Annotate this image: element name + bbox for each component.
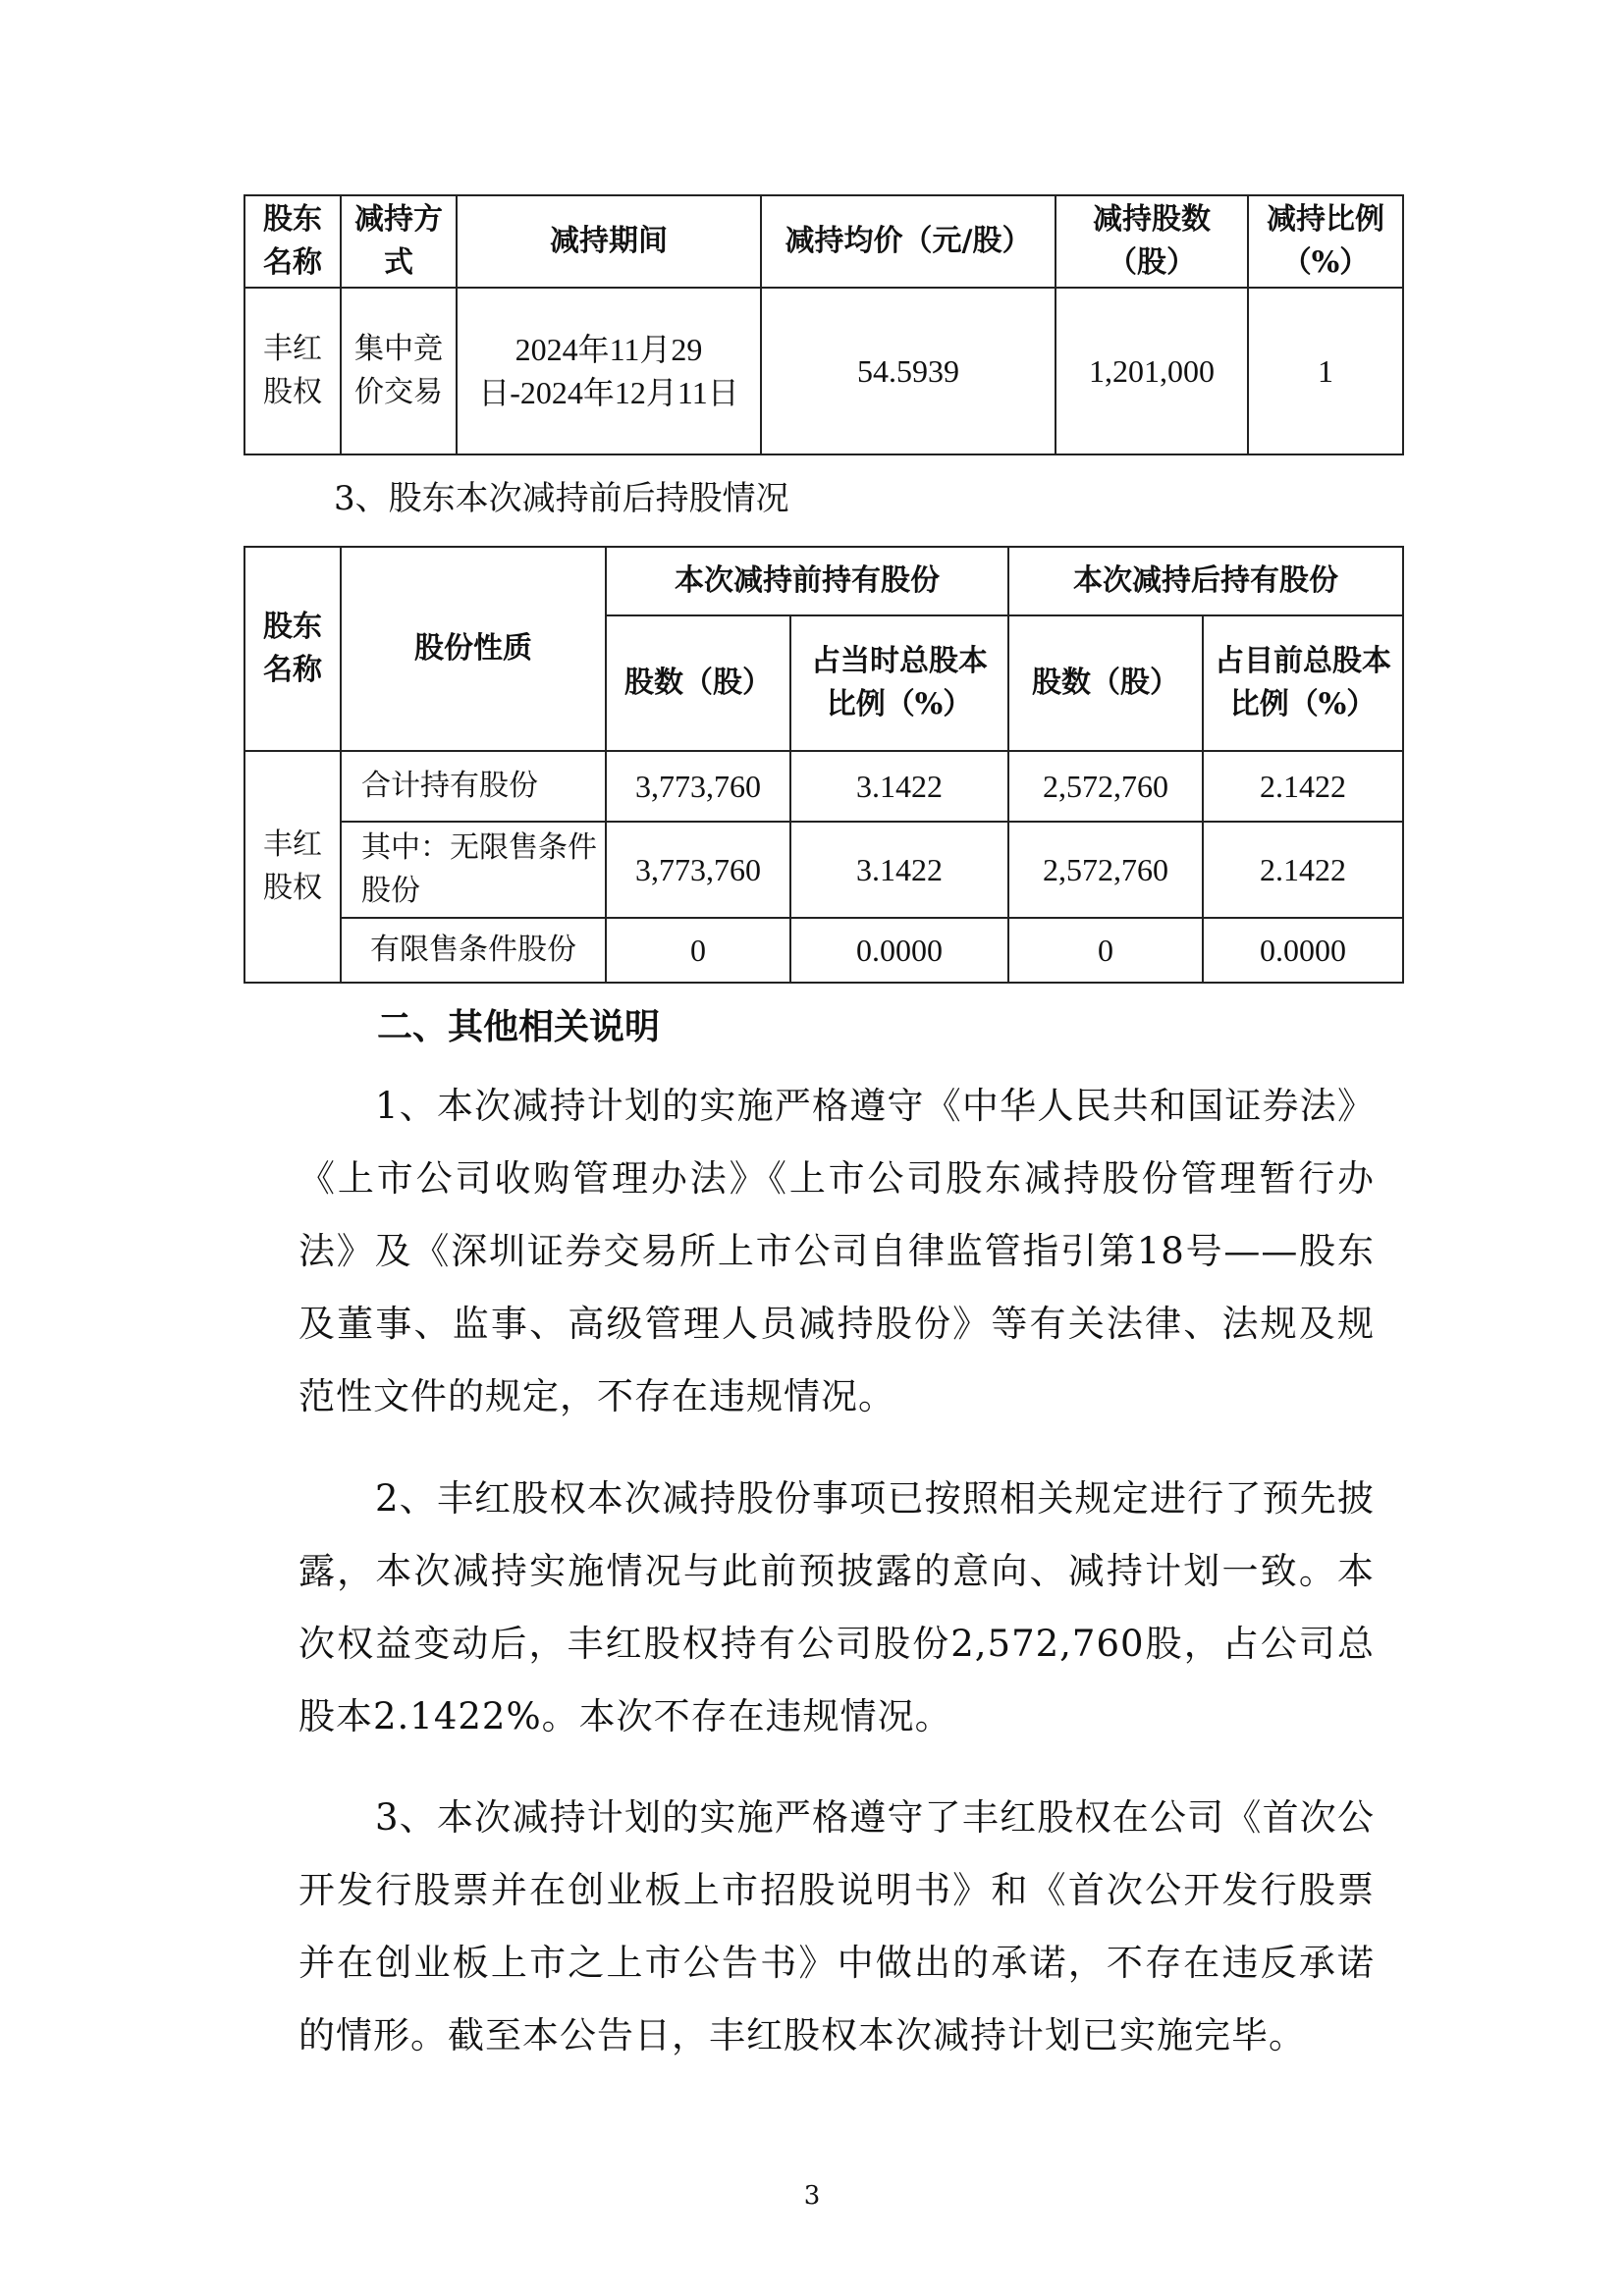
cell-method: 集中竞价交易 bbox=[341, 288, 457, 454]
header-before-ratio: 占当时总股本比例（%） bbox=[790, 615, 1008, 751]
cell-nature-total: 合计持有股份 bbox=[341, 751, 606, 822]
cell-nature-unrestricted: 其中：无限售条件股份 bbox=[341, 822, 606, 918]
header-before-group: 本次减持前持有股份 bbox=[606, 547, 1008, 615]
header-after-group: 本次减持后持有股份 bbox=[1008, 547, 1403, 615]
cell-after-ratio: 2.1422 bbox=[1203, 751, 1403, 822]
header-before-shares: 股数（股） bbox=[606, 615, 790, 751]
paragraph-2-text: 2、丰红股权本次减持股份事项已按照相关规定进行了预先披露，本次减持实施情况与此前预披露的意向、减持计划一致。本次权益变动后，丰红股权持有公司股份2,572,760股，占公司总股本2.1422%。本次不存在违规情况。 bbox=[298, 1477, 1375, 1737]
cell-before-shares: 0 bbox=[606, 918, 790, 983]
header-method: 减持方式 bbox=[341, 195, 457, 288]
header-shareholder: 股东名称 bbox=[244, 195, 341, 288]
cell-shares: 1,201,000 bbox=[1056, 288, 1248, 454]
cell-after-shares: 0 bbox=[1008, 918, 1203, 983]
cell-nature-restricted: 有限售条件股份 bbox=[341, 918, 606, 983]
cell-period: 2024年11月29日-2024年12月11日 bbox=[457, 288, 761, 454]
cell-before-shares: 3,773,760 bbox=[606, 822, 790, 918]
cell-holder-name: 丰红股权 bbox=[244, 751, 341, 983]
section-3-heading: 3、股东本次减持前后持股情况 bbox=[334, 479, 789, 518]
holdings-before-after-table bbox=[244, 546, 1404, 984]
cell-after-ratio: 2.1422 bbox=[1203, 822, 1403, 918]
header-avg-price: 减持均价（元/股） bbox=[761, 195, 1056, 288]
cell-after-shares: 2,572,760 bbox=[1008, 751, 1203, 822]
cell-before-shares: 3,773,760 bbox=[606, 751, 790, 822]
cell-before-ratio: 3.1422 bbox=[790, 751, 1008, 822]
cell-avg-price: 54.5939 bbox=[761, 288, 1056, 454]
reduction-details-table bbox=[244, 194, 1404, 455]
header-period: 减持期间 bbox=[457, 195, 761, 288]
cell-shareholder: 丰红股权 bbox=[244, 288, 341, 454]
paragraph-3-text: 3、本次减持计划的实施严格遵守了丰红股权在公司《首次公开发行股票并在创业板上市招股说明书》和《首次公开发行股票并在创业板上市之上市公告书》中做出的承诺，不存在违反承诺的情形。截至本公告日，丰红股权本次减持计划已实施完毕。 bbox=[298, 1796, 1375, 2056]
cell-after-ratio: 0.0000 bbox=[1203, 918, 1403, 983]
header-shareholder-name: 股东名称 bbox=[244, 547, 341, 751]
header-after-ratio: 占目前总股本比例（%） bbox=[1203, 615, 1403, 751]
header-shares: 减持股数（股） bbox=[1056, 195, 1248, 288]
page-number: 3 bbox=[803, 2181, 821, 2211]
paragraph-3 bbox=[298, 1782, 1375, 2072]
header-share-nature: 股份性质 bbox=[341, 547, 606, 751]
header-ratio: 减持比例（%） bbox=[1248, 195, 1403, 288]
cell-after-shares: 2,572,760 bbox=[1008, 822, 1203, 918]
cell-before-ratio: 0.0000 bbox=[790, 918, 1008, 983]
paragraph-1-text: 1、本次减持计划的实施严格遵守《中华人民共和国证券法》《上市公司收购管理办法》《上市公司股东减持股份管理暂行办法》及《深圳证券交易所上市公司自律监管指引第18号——股东及董事、监事、高级管理人员减持股份》等有关法律、法规及规范性文件的规定，不存在违规情况。 bbox=[298, 1085, 1375, 1417]
cell-before-ratio: 3.1422 bbox=[790, 822, 1008, 918]
header-after-shares: 股数（股） bbox=[1008, 615, 1203, 751]
section-2-heading: 二、其他相关说明 bbox=[377, 1006, 661, 1047]
paragraph-1 bbox=[298, 1070, 1375, 1433]
paragraph-2 bbox=[298, 1463, 1375, 1753]
cell-ratio: 1 bbox=[1248, 288, 1403, 454]
